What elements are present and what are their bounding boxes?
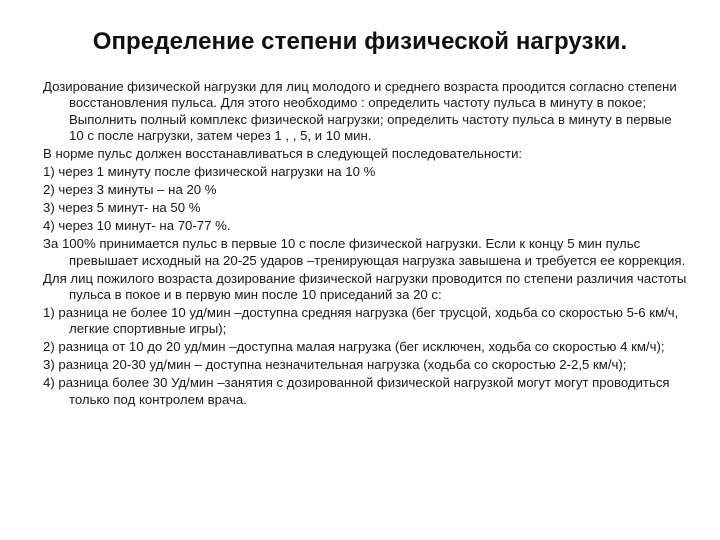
list-item: 4) разница более 30 Уд/мин –занятия с дозированной физической нагрузкой могут могут проводиться только под контролем врача.: [43, 375, 670, 407]
list-item: 2) через 3 минуты – на 20 %: [43, 182, 217, 198]
list-item: 3) разница 20-30 уд/мин – доступна незначительная нагрузка (ходьба со скоростью 2-2,5 км/ч);: [43, 357, 627, 373]
list-item: 1) разница не более 10 уд/мин –доступна средняя нагрузка (бег трусцой, ходьба со скоростью 5-6 км/ч, легкие спортивные игры);: [43, 305, 679, 337]
slide-title: Определение степени физической нагрузки.: [92, 28, 628, 55]
paragraph-elderly: Для лиц пожилого возраста дозирование физической нагрузки проводится по степени различия частоты пульса в покое и в первую мин после 10 приседаний за 20 с:: [43, 270, 687, 303]
list-item: 1) через 1 минуту после физической нагрузки на 10 %: [43, 164, 376, 180]
slide-body: [43, 79, 688, 410]
list-item: 3) через 5 минут- на 50 %: [43, 200, 201, 216]
paragraph-norm: В норме пульс должен восстанавливаться в следующей последовательности:: [43, 146, 523, 162]
list-item: 4) через 10 минут- на 70-77 %.: [43, 218, 231, 234]
paragraph-100-percent: За 100% принимается пульс в первые 10 с после физической нагрузки. Если к концу 5 мин пульс превышает исходный на 20-25 ударов –тренирующая нагрузка завышена и требуется ее коррекция.: [43, 236, 686, 268]
paragraph-intro: Дозирование физической нагрузки для лиц молодого и среднего возраста проодится согласно степени восстановления пульса. Для этого необходимо : определить частоту пульса в минуту в покое; Выполнить полный комплекс физической нагрузки; определить частоту пульса в минуту в первые 10 с после нагрузки, затем через 1 , , 5, и 10 мин.: [43, 79, 677, 144]
list-item: 2) разница от 10 до 20 уд/мин –доступна малая нагрузка (бег исключен, ходьба со скоростью 4 км/ч);: [43, 339, 665, 355]
